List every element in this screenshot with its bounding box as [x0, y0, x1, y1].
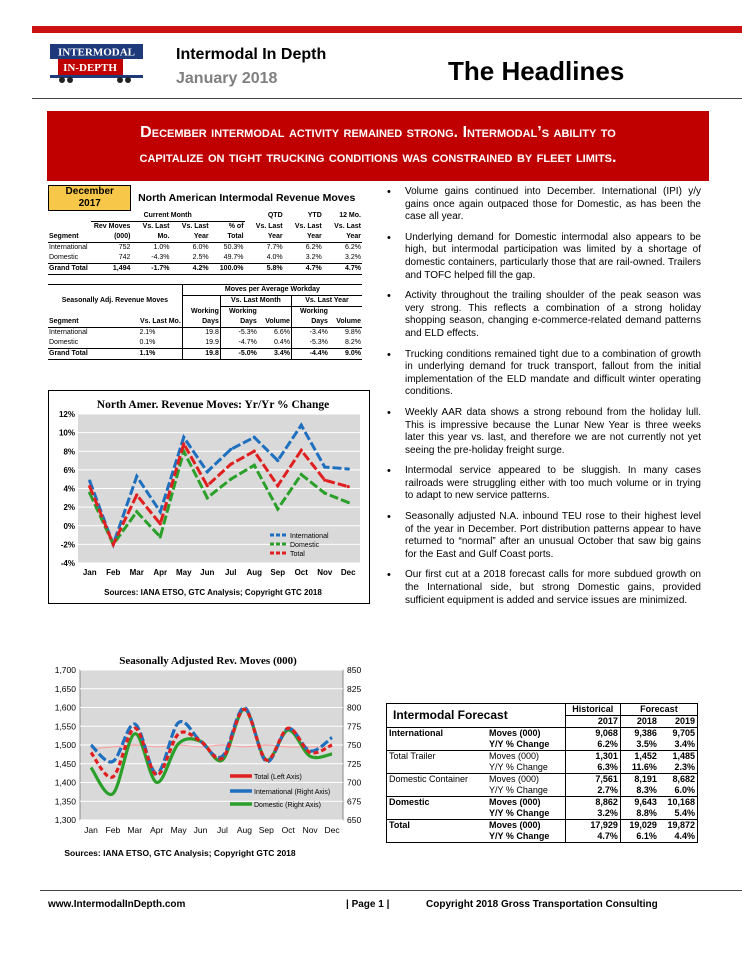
x-tick-label: Nov: [302, 825, 318, 835]
y-right-tick-label: 750: [347, 740, 362, 750]
chart-title: North Amer. Revenue Moves: Yr/Yr % Change: [96, 399, 330, 411]
data-point: [347, 467, 350, 470]
y-left-tick-label: 1,650: [54, 683, 76, 694]
bullet-item: • Trucking conditions remained tight due to a combination of growth in underlying demand for truck transport, fallout from the initial implementation of the ELD mandate and difficult winter operating conditions.: [383, 349, 701, 399]
seasonally-adjusted-table: Moves per Average Workday Seasonally Adj. Revenue Moves Vs. Last Month Vs. Last Year Working Working Working Segment Vs. Last Mo. Days Days Volume Days Volume International 2.1% 19.8 -5.3% 6.6% -3.4% 9.8% Domestic 0.1% 19.9 -4.7% 0.4% -5.3% 8.2% Grand Total 1.1% 19.8 -5.0% 3.4% -4.4% 9.0%: [48, 284, 362, 360]
table-row: Y/Y % Change 4.7% 6.1% 4.4%: [387, 831, 698, 843]
legend-label: Domestic (Right Axis): [254, 802, 321, 809]
footer-url-link[interactable]: www.IntermodalInDepth.com: [48, 899, 186, 910]
data-point: [276, 484, 279, 487]
y-right-tick-label: 675: [347, 796, 362, 807]
x-tick-label: Dec: [340, 568, 356, 577]
table-row: Total Trailer Moves (000) 1,301 1,452 1,485: [387, 751, 698, 763]
y-tick-label: 12%: [58, 410, 75, 419]
data-point: [88, 485, 91, 488]
x-tick-label: Jan: [82, 568, 97, 577]
data-point: [347, 501, 350, 504]
svg-text:IN-DEPTH: IN-DEPTH: [63, 62, 117, 74]
data-point: [300, 449, 303, 452]
x-tick-label: Sep: [258, 825, 274, 835]
y-right-tick-label: 850: [347, 665, 362, 675]
y-right-tick-label: 825: [347, 683, 362, 694]
bullet-item: • Volume gains continued into December. International (IPI) y/y gains once again outpaced those for Domestic, as has been the case all year.: [383, 186, 701, 224]
footer-copyright: Copyright 2018 Gross Transportation Consulting: [426, 899, 658, 910]
data-point: [323, 479, 326, 482]
y-left-tick-label: 1,300: [54, 815, 76, 825]
legend-label: Total: [290, 551, 305, 558]
data-point: [347, 485, 350, 488]
x-tick-label: May: [175, 568, 192, 577]
y-tick-label: -4%: [60, 559, 75, 568]
chart-title: Seasonally Adjusted Rev. Moves (000): [119, 655, 297, 667]
table-row: International Moves (000) 9,068 9,386 9,705: [387, 728, 698, 740]
y-tick-label: 6%: [63, 465, 75, 475]
y-tick-label: 0%: [63, 521, 75, 531]
x-tick-label: Apr: [150, 825, 164, 835]
table-row: International 752 1.0% 6.0% 50.3% 7.7% 6.2% 6.2%: [49, 244, 361, 251]
x-tick-label: Dec: [324, 825, 340, 835]
data-point: [253, 450, 256, 453]
data-point: [206, 484, 209, 487]
y-left-tick-label: 1,700: [54, 665, 76, 675]
x-tick-label: Mar: [127, 825, 143, 835]
y-left-tick-label: 1,350: [54, 796, 76, 807]
data-point: [206, 470, 209, 473]
yoy-revenue-chart: [48, 390, 370, 604]
x-tick-label: Jun: [193, 825, 208, 835]
legend-label: Total (Left Axis): [254, 774, 302, 781]
seasonally-adjusted-chart: [40, 648, 376, 864]
x-tick-label: Feb: [105, 825, 121, 835]
data-point: [300, 473, 303, 476]
table-row: Y/Y % Change 6.3% 11.6% 2.3%: [387, 762, 698, 774]
data-point: [159, 510, 162, 513]
newsletter-title: Intermodal In Depth: [176, 46, 327, 63]
x-tick-label: Oct: [281, 825, 295, 835]
page-heading: The Headlines: [448, 56, 625, 86]
data-point: [112, 543, 115, 546]
y-tick-label: -2%: [60, 540, 75, 550]
y-tick-label: 10%: [58, 428, 75, 438]
bullet-item: • Activity throughout the trailing shoulder of the peak season was very strong. This reflects a combination of a strong holiday shopping season, changing e-commerce-related demand patterns and ELD effects.: [383, 290, 701, 340]
legend-label: International (Right Axis): [254, 789, 331, 796]
data-point: [229, 448, 232, 451]
x-tick-label: Oct: [294, 568, 308, 577]
header-divider: [32, 98, 742, 99]
data-point: [135, 493, 138, 496]
revenue-table-title: North American Intermodal Revenue Moves: [138, 192, 356, 204]
footer-rule: [40, 890, 742, 891]
x-tick-label: Jun: [200, 568, 215, 577]
data-point: [276, 507, 279, 510]
y-left-tick-label: 1,400: [54, 777, 76, 788]
data-point: [206, 496, 209, 499]
x-tick-label: Sep: [270, 568, 286, 577]
x-tick-label: Apr: [153, 568, 168, 577]
forecast-title: Intermodal Forecast: [387, 704, 566, 728]
month-badge: December 2017: [48, 185, 131, 211]
banner-line-2: capitalize on tight trucking conditions was constrained by fleet limits.: [139, 149, 617, 166]
y-right-tick-label: 650: [347, 815, 362, 825]
data-point: [135, 510, 138, 513]
table-row: Grand Total 1.1% 19.8 -5.0% 3.4% -4.4% 9.0%: [48, 349, 362, 360]
table-row: Domestic 742 -4.3% 2.5% 49.7% 4.0% 3.2% 3.2%: [49, 254, 361, 261]
legend-label: International: [290, 533, 329, 540]
issue-date: January 2018: [176, 70, 278, 87]
y-left-tick-label: 1,450: [54, 758, 76, 769]
chart-source: Sources: IANA ETSO, GTC Analysis; Copyright GTC 2018: [64, 848, 296, 858]
data-point: [182, 442, 185, 445]
x-tick-label: Jul: [217, 825, 228, 835]
intermodal-in-depth-logo: [50, 44, 143, 84]
data-point: [159, 522, 162, 525]
y-tick-label: 8%: [63, 447, 75, 457]
table-row: Domestic Moves (000) 8,862 9,643 10,168: [387, 797, 698, 809]
table-row: Y/Y % Change 6.2% 3.5% 3.4%: [387, 739, 698, 751]
table-row: Y/Y % Change 3.2% 8.8% 5.4%: [387, 808, 698, 820]
bullet-item: • Underlying demand for Domestic intermodal also appears to be high, but intermodal participation was limited by a shortage of domestic containers, particularly those that are rail-owned. Trailers and TOFC helped fill the gap.: [383, 232, 701, 282]
data-point: [182, 436, 185, 439]
table-row: Total Moves (000) 17,929 19,029 19,872: [387, 820, 698, 832]
y-tick-label: 4%: [63, 484, 75, 494]
data-point: [276, 459, 279, 462]
svg-text:INTERMODAL: INTERMODAL: [57, 46, 136, 59]
y-right-tick-label: 725: [347, 758, 362, 769]
data-point: [253, 464, 256, 467]
bullet-item: • Our first cut at a 2018 forecast calls for more subdued growth on the International side, but strong Domestic gains, provided sufficient equipment is added and service issues are minimized.: [383, 569, 701, 607]
y-left-tick-label: 1,500: [54, 740, 76, 750]
table-row: Y/Y % Change 2.7% 8.3% 6.0%: [387, 785, 698, 797]
data-point: [323, 492, 326, 495]
table-row: International 2.1% 19.8 -5.3% 6.6% -3.4% 9.8%: [49, 329, 361, 336]
top-rule: [32, 26, 742, 33]
bullet-item: • Seasonally adjusted N.A. inbound TEU rose to their highest level of the year in December. Port distribution patterns appear to have returned to “normal” after an unusual October that saw big gains for the East and Gulf Coast ports.: [383, 511, 701, 561]
legend-label: Domestic: [290, 542, 320, 549]
y-right-tick-label: 800: [347, 702, 362, 713]
headline-banner: [47, 111, 709, 181]
bullet-item: • Weekly AAR data shows a strong rebound from the holiday lull. This is impressive because the Lunar New Year is three weeks later this year vs. last, and therefore we are not currently not yet seeing the pre-holiday freight surge.: [383, 407, 701, 457]
x-tick-label: Jan: [84, 825, 98, 835]
data-point: [159, 535, 162, 538]
y-left-tick-label: 1,550: [54, 721, 76, 732]
y-right-tick-label: 775: [347, 721, 362, 732]
x-tick-label: Nov: [317, 568, 333, 577]
data-point: [300, 424, 303, 427]
data-point: [229, 478, 232, 481]
x-tick-label: Mar: [129, 568, 144, 577]
y-left-tick-label: 1,600: [54, 702, 76, 713]
headline-bullets: [383, 186, 701, 615]
y-tick-label: 2%: [63, 503, 75, 513]
revenue-current-table: December 2017 North American Intermodal Revenue Moves Current Month QTD YTD 12 Mo. Rev Moves Vs. Last Vs. Last % of Vs. Last Vs. Last Vs. Last Segment (000) Mo. Year Total Year Year Year International 752 1.0% 6.0% 50.3% 7.7% 6.2% 6.2% Domestic 742 -4.3% 2.5% 49.7% 4.0% 3.2% 3.2% Grand Total 1,494 -1.7% 4.2% 100.0% 5.8% 4.7% 4.7%: [48, 185, 362, 275]
table-row: Grand Total 1,494 -1.7% 4.2% 100.0% 5.8% 4.7% 4.7%: [48, 264, 362, 275]
banner-line-1: December intermodal activity remained strong. Intermodal’s ability to: [140, 124, 616, 141]
x-tick-label: Jul: [224, 568, 237, 577]
data-point: [135, 475, 138, 478]
data-point: [88, 479, 91, 482]
x-tick-label: May: [170, 825, 187, 835]
table-row: Domestic 0.1% 19.9 -4.7% 0.4% -5.3% 8.2%: [48, 338, 362, 349]
x-tick-label: Aug: [246, 568, 263, 577]
data-point: [253, 436, 256, 439]
y-right-tick-label: 700: [347, 777, 362, 788]
page-number: | Page 1 |: [346, 899, 390, 910]
data-point: [323, 465, 326, 468]
intermodal-forecast-table: Intermodal Forecast Historical Forecast 2017 2018 2019 International Moves (000) 9,068 9,386 9,705 Y/Y % Change 6.2% 3.5% 3.4% Total Trailer Moves (000) 1,301 1,452 1,485 Y/Y % Change 6.3% 11.6% 2.3% Domestic Container Moves (000) 7,561 8,191 8,682 Y/Y % Change 2.7% 8.3% 6.0% Domestic Moves (000) 8,862 9,643 10,168 Y/Y % Change 3.2% 8.8% 5.4% Total Moves (000) 17,929 19,029 19,872 Y/Y % Change 4.7% 6.1% 4.4%: [386, 703, 698, 843]
revenue-moves-table: [48, 185, 362, 367]
bullet-item: • Intermodal service appeared to be sluggish. In many cases railroads were struggling either with too much volume or in trying to adapt to new service patterns.: [383, 465, 701, 503]
table-row: Domestic Container Moves (000) 7,561 8,191 8,682: [387, 774, 698, 786]
chart-source: Sources: IANA ETSO, GTC Analysis; Copyright GTC 2018: [104, 588, 322, 597]
x-tick-label: Aug: [236, 825, 252, 835]
data-point: [229, 463, 232, 466]
x-tick-label: Feb: [106, 568, 121, 577]
